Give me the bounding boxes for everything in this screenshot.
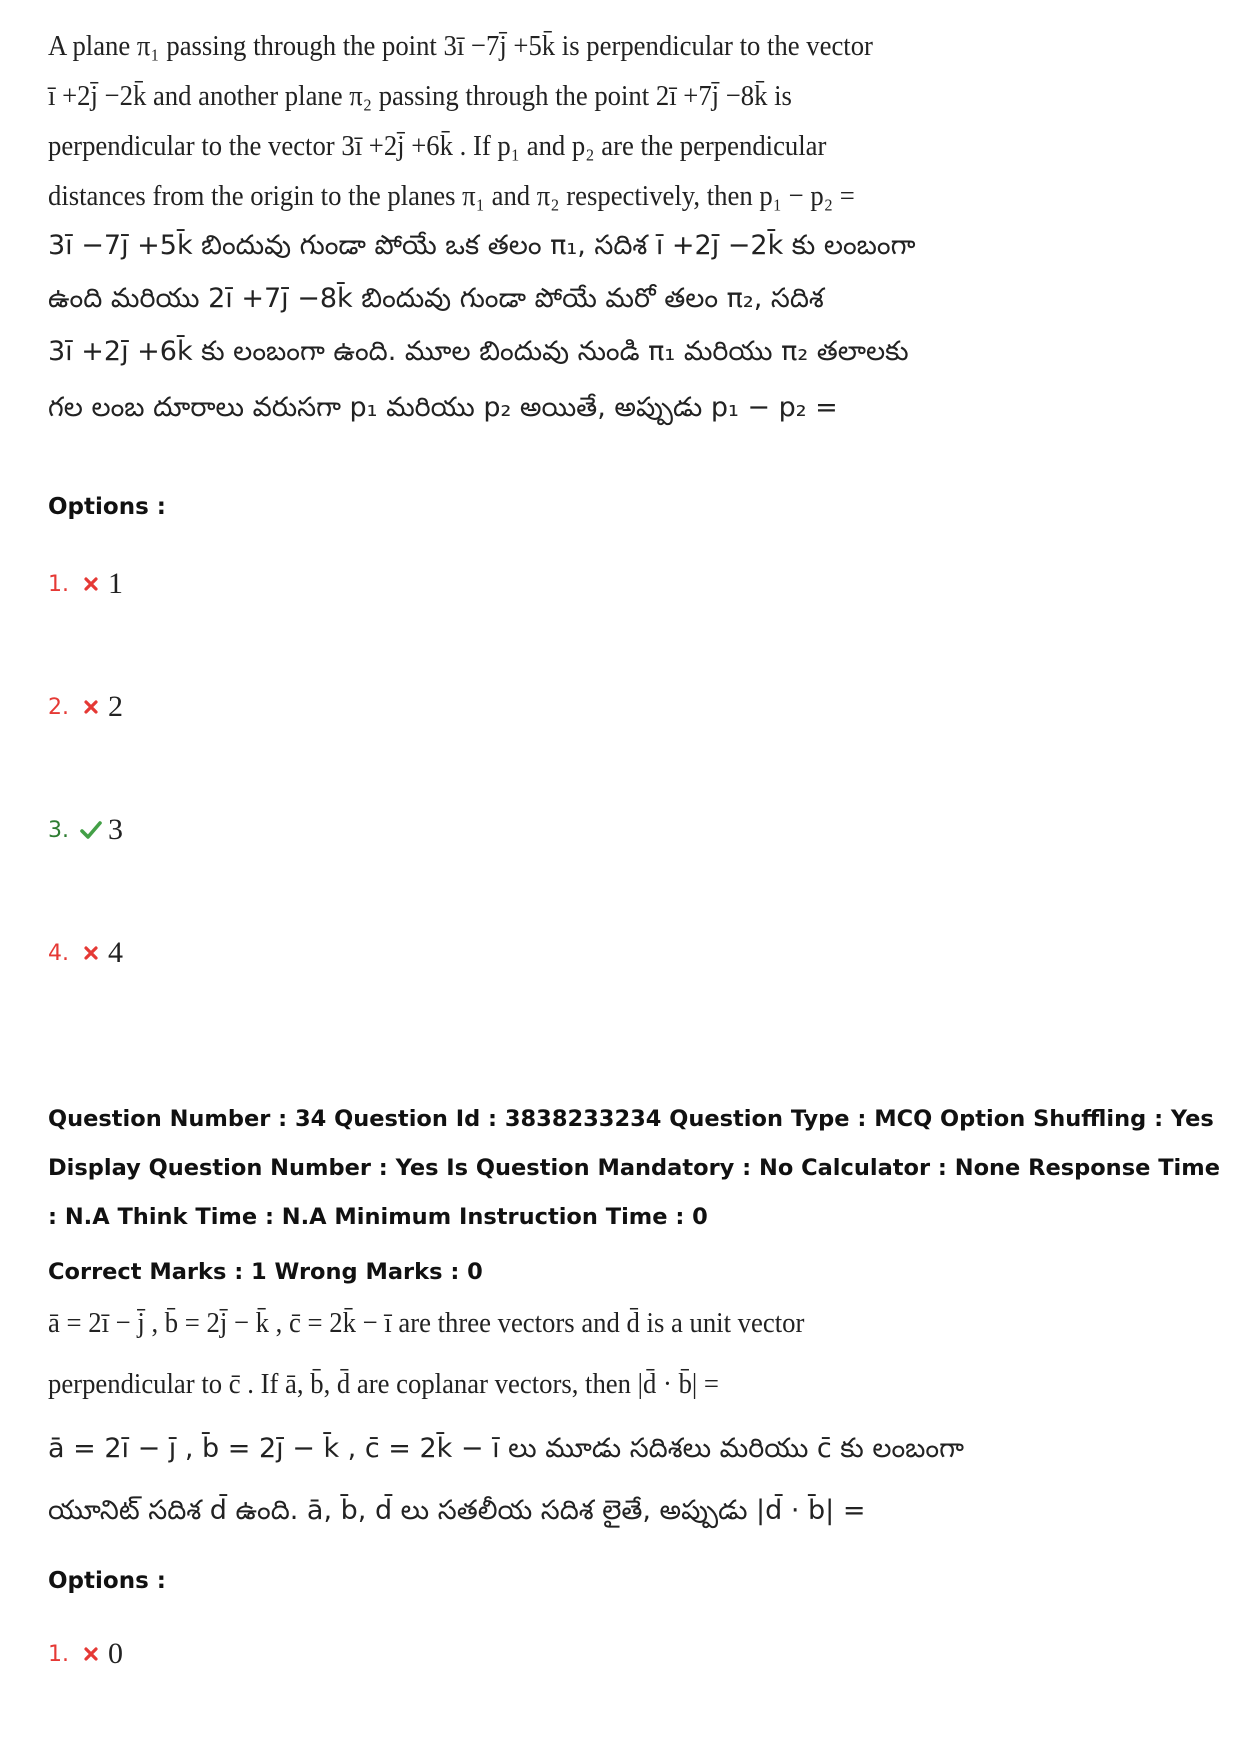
option-number: 1. [48,1641,69,1667]
q34-stem-te-line-1: ā = 2ī − j̄ , b̄ = 2j̄ − k̄ , c̄ = 2k̄ − ī లు మూడు సదిశలు మరియు c̄ కు లంబంగా [48,1433,964,1464]
option-value: 3 [108,813,123,846]
q33-stem-te-line-2: ఉంది మరియు 2ī +7j̄ −8k̄ బిందువు గుండా పోయే మరో తలం π₂, సదిశ [48,283,824,314]
check-icon [78,821,104,839]
q33-option-3[interactable] [48,813,123,847]
q34-meta-line-3: : N.A Think Time : N.A Minimum Instruction Time : 0 [48,1204,708,1230]
cross-icon [78,946,104,960]
q33-stem-line-4: distances from the origin to the planes π₁ and π₂ respectively, then p₁ − p₂ = [48,180,855,212]
q33-stem-te-line-4: గల లంబ దూరాలు వరుసగా p₁ మరియు p₂ అయితే, అప్పుడు p₁ − p₂ = [48,392,838,423]
q33-stem-te-line-1: 3ī −7j̄ +5k̄ బిందువు గుండా పోయే ఒక తలం π₁, సదిశ ī +2j̄ −2k̄ కు లంబంగా [48,230,916,261]
q34-stem-te-line-2: యూనిట్ సదిశ d̄ ఉంది. ā, b̄, d̄ లు సతలీయ సదిశ లైతే, అప్పుడు |d̄ · b̄| = [48,1495,866,1526]
q34-marks: Correct Marks : 1 Wrong Marks : 0 [48,1259,483,1285]
option-value: 4 [108,936,123,969]
q33-options-label: Options : [48,494,166,520]
q33-stem-line-2: ī +2j̄ −2k̄ and another plane π₂ passing through the point 2ī +7j̄ −8k̄ is [48,80,792,112]
option-number: 3. [48,817,69,843]
q34-meta-line-2: Display Question Number : Yes Is Question Mandatory : No Calculator : None Response Time [48,1155,1220,1181]
q33-option-1[interactable] [48,567,123,601]
option-number: 4. [48,940,69,966]
cross-icon [78,577,104,591]
option-value: 1 [108,567,123,600]
q34-meta-line-1: Question Number : 34 Question Id : 3838233234 Question Type : MCQ Option Shuffling : Yes [48,1106,1214,1132]
q33-option-4[interactable] [48,936,123,970]
q34-stem-line-1: ā = 2ī − j̄ , b̄ = 2j̄ − k̄ , c̄ = 2k̄ − ī are three vectors and d̄ is a unit vector [48,1307,805,1339]
q34-stem-line-2: perpendicular to c̄ . If ā, b̄, d̄ are coplanar vectors, then |d̄ · b̄| = [48,1368,719,1400]
cross-icon [78,700,104,714]
q33-option-2[interactable] [48,690,123,724]
q33-stem-line-1: A plane π₁ passing through the point 3ī −7j̄ +5k̄ is perpendicular to the vector [48,30,873,62]
q33-stem-te-line-3: 3ī +2j̄ +6k̄ కు లంబంగా ఉంది. మూల బిందువు నుండి π₁ మరియు π₂ తలాలకు [48,336,909,367]
option-number: 1. [48,571,69,597]
q34-option-1[interactable] [48,1637,123,1671]
option-number: 2. [48,694,69,720]
q33-stem-line-3: perpendicular to the vector 3ī +2j̄ +6k̄ . If p₁ and p₂ are the perpendicular [48,130,827,162]
cross-icon [78,1647,104,1661]
option-value: 0 [108,1637,123,1670]
option-value: 2 [108,690,123,723]
q34-options-label: Options : [48,1568,166,1594]
